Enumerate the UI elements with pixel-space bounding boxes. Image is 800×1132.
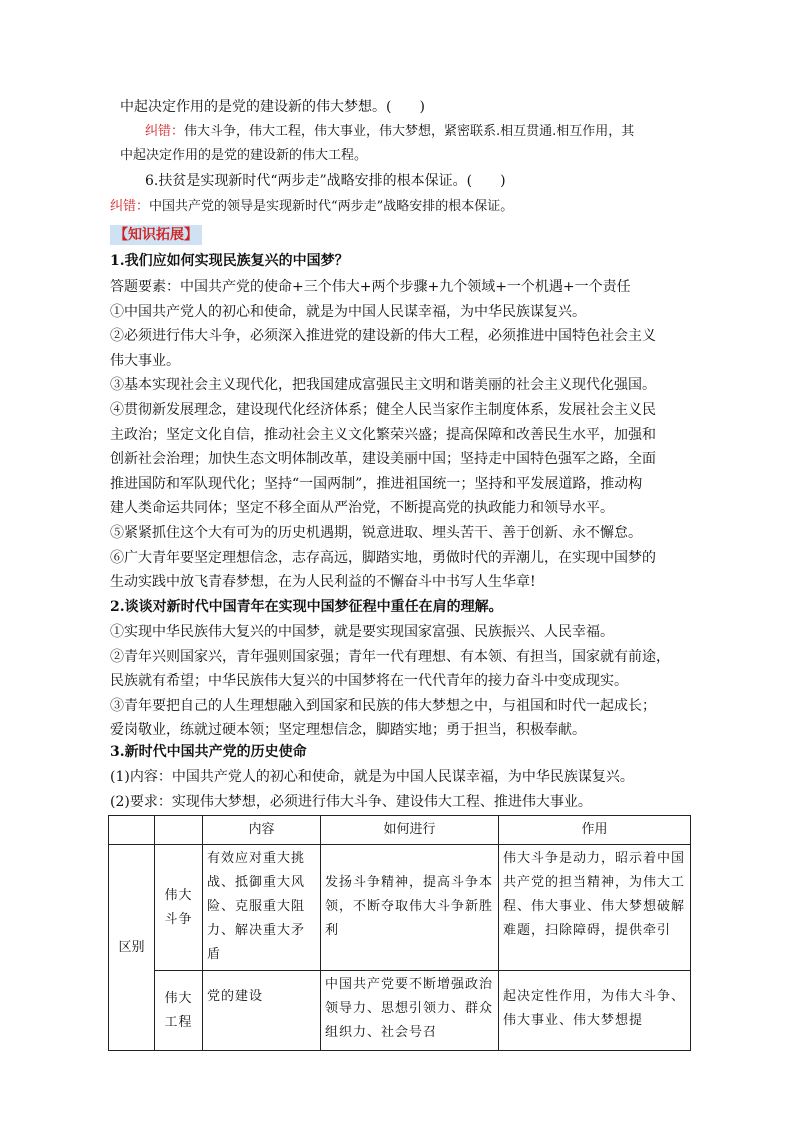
content-text: 党的建设 <box>207 989 264 1004</box>
effect-cell <box>499 971 691 1051</box>
correction-label: 纠错： <box>145 124 185 139</box>
content-cell <box>203 845 321 971</box>
q3-title: 3.新时代中国共产党的历史使命 <box>110 744 307 760</box>
body-line: 建人类命运共同体；坚定不移全面从严治党，不断提高党的执政能力和领导水平。 <box>110 500 614 517</box>
correction-6 <box>110 197 513 217</box>
body-line: ⑥广大青年要坚定理想信念，志存高远，脚踏实地，勇做时代的弄潮儿，在实现中国梦的 <box>110 549 656 566</box>
correction-label: 纠错： <box>110 199 150 214</box>
how-cell <box>321 971 499 1051</box>
body-line: 主政治；坚定文化自信，推动社会主义文化繁荣兴盛；提高保障和改善民生水平，加强和 <box>110 426 656 443</box>
body-line: ③基本实现社会主义现代化，把我国建成富强民主文明和谐美丽的社会主义现代化强国。 <box>110 377 656 394</box>
correction-5-text: 伟大斗争，伟大工程，伟大事业，伟大梦想，紧密联系.相互贯通.相互作用，其 <box>184 124 635 139</box>
effect-cell <box>499 845 691 971</box>
how-text: 发扬斗争精神，提高斗争本领，不断夺取伟大斗争新胜利 <box>325 875 494 938</box>
body-line: 生动实践中放飞青春梦想，在为人民利益的不懈奋斗中书写人生华章! <box>110 574 536 591</box>
body-line: 答题要素：中国共产党的使命+三个伟大+两个步骤+九个领域+一个机遇+一个责任 <box>110 279 631 295</box>
table-header-row <box>109 816 691 845</box>
body-line: (1)内容：中国共产党人的初心和使命，就是为中国人民谋幸福，为中华民族谋复兴。 <box>110 769 634 785</box>
table-header-cell: 内容 <box>203 816 321 845</box>
table-header-cell <box>155 816 203 845</box>
body-line: ②必须进行伟大斗争，必须深入推进党的建设新的伟大工程，必须推进中国特色社会主义 <box>110 328 656 345</box>
correction-5-line1 <box>145 122 634 142</box>
q1-title: 1.我们应如何实现民族复兴的中国梦？ <box>110 253 349 269</box>
correction-5-text-cont: 中起决定作用的是党的建设新的伟大工程。 <box>120 148 368 163</box>
how-text: 中国共产党要不断增强政治领导力、思想引领力、群众组织力、社会号召 <box>325 977 494 1040</box>
table-header-cell <box>109 816 155 845</box>
group-label-cell: 区别 <box>109 845 155 1051</box>
row-name: 伟大工程 <box>164 990 193 1030</box>
q2-title: 2.谈谈对新时代中国青年在实现中国梦征程中重任在肩的理解。 <box>110 599 503 615</box>
question-5-text: 中起决定作用的是党的建设新的伟大梦想。( ) <box>120 99 425 115</box>
row-name: 伟大斗争 <box>164 887 193 927</box>
content-cell <box>203 971 321 1051</box>
question-6 <box>145 171 506 191</box>
question-6-text: 6.扶贫是实现新时代“两步走”战略安排的根本保证。( ) <box>145 173 506 189</box>
content-text: 有效应对重大挑战、抵御重大风险、克服重大阻力、解决重大矛盾 <box>207 851 306 962</box>
body-line: 创新社会治理；加快生态文明体制改革，建设美丽中国；坚持走中国特色强军之路，全面 <box>110 451 656 468</box>
body-line: ③青年要把自己的人生理想融入到国家和民族的伟大梦想之中，与祖国和时代一起成长； <box>110 697 656 714</box>
table-header-cell: 作用 <box>499 816 691 845</box>
body-line: ⑤紧紧抓住这个大有可为的历史机遇期，锐意进取、埋头苦干、善于创新、永不懈怠。 <box>110 525 642 541</box>
body-line: (2)要求：实现伟大梦想，必须进行伟大斗争、建设伟大工程、推进伟大事业。 <box>110 793 592 810</box>
how-cell <box>321 845 499 971</box>
body-line: ①中国共产党人的初心和使命，就是为中国人民谋幸福，为中华民族谋复兴。 <box>110 303 586 320</box>
effect-text: 起决定性作用，为伟大斗争、伟大事业、伟大梦想提 <box>503 989 686 1028</box>
correction-6-text: 中国共产党的领导是实现新时代“两步走”战略安排的根本保证。 <box>149 199 514 214</box>
effect-text: 伟大斗争是动力，昭示着中国共产党的担当精神，为伟大工程、伟大事业、伟大梦想破解难题，扫除障碍，提供牵引 <box>503 851 686 938</box>
correction-5-line2 <box>120 146 367 166</box>
section-title: 【知识拓展】 <box>110 225 202 245</box>
comparison-table <box>108 815 691 1051</box>
table-row <box>109 971 691 1051</box>
table-row <box>109 845 691 971</box>
body-line: ①实现中华民族伟大复兴的中国梦，就是要实现国家富强、民族振兴、人民幸福。 <box>110 624 614 640</box>
table-header-cell: 如何进行 <box>321 816 499 845</box>
body-line: 爱岗敬业，练就过硬本领；坚定理想信念，脚踏实地；勇于担当，积极奉献。 <box>110 722 586 739</box>
body-line: ④贯彻新发展理念，建设现代化经济体系；健全人民当家作主制度体系，发展社会主义民 <box>110 402 656 418</box>
body-line: 推进国防和军队现代化；坚持“一国两制”，推进祖国统一；坚持和平发展道路，推动构 <box>110 475 643 492</box>
row-name-cell <box>155 971 203 1051</box>
row-name-cell <box>155 845 203 971</box>
body-line: 民族就有希望；中华民族伟大复兴的中国梦将在一代代青年的接力奋斗中变成现实。 <box>110 673 628 690</box>
body-line: ②青年兴则国家兴，青年强则国家强；青年一代有理想、有本领、有担当，国家就有前途， <box>110 648 670 665</box>
question-5-tail <box>120 97 425 117</box>
body-line: 伟大事业。 <box>110 352 180 369</box>
